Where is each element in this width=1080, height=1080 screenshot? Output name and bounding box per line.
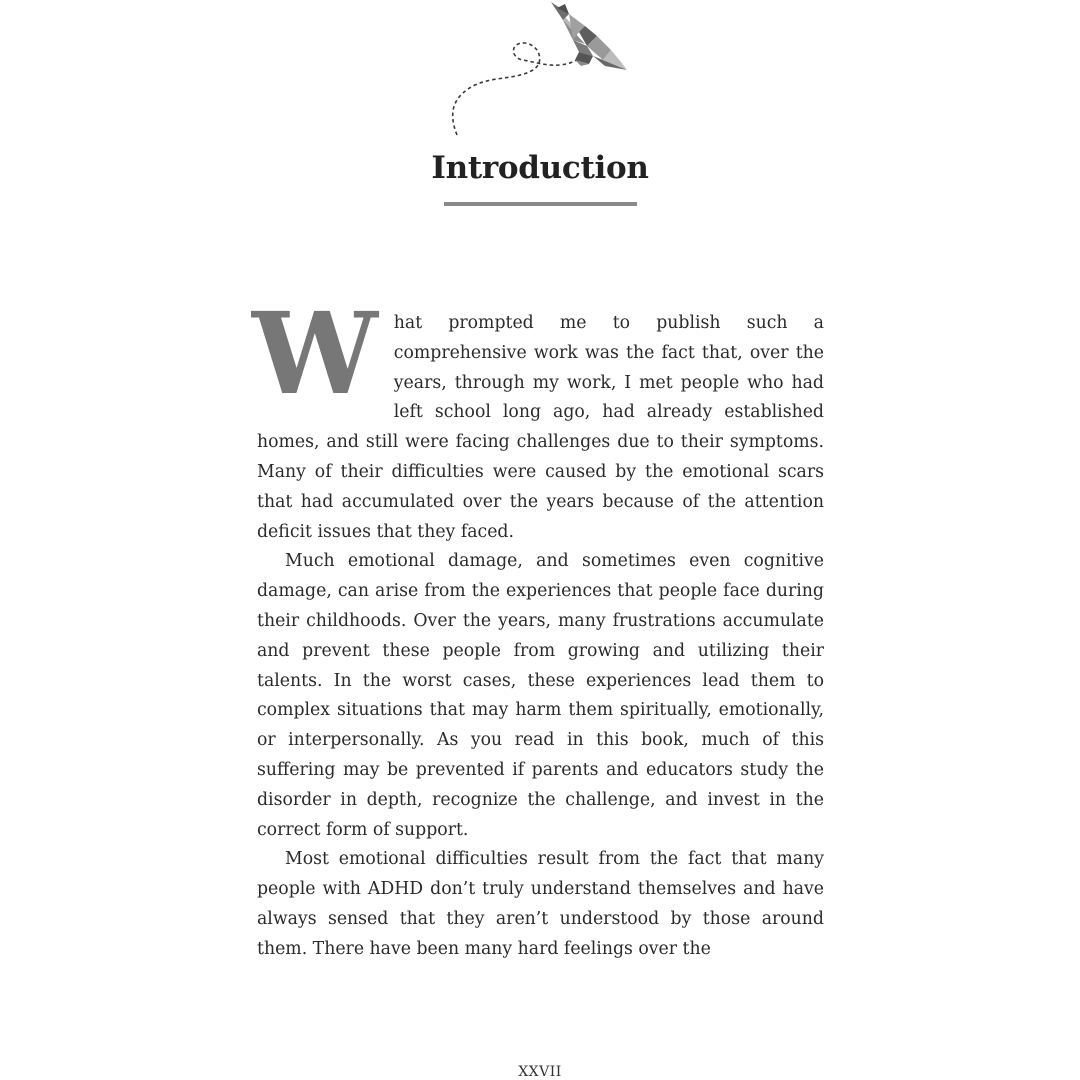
paragraph-3: Most emotional difficulties result from the fact that many people with ADHD don’t truly understand themselves and have always sensed that they aren’t understood by those around them. There have been many hard feelings over the [257, 849, 824, 959]
body-text [252, 289, 824, 965]
page-number: XXVII [518, 1064, 562, 1080]
drop-cap: W [252, 289, 378, 420]
title-underline [444, 202, 637, 206]
chapter-title: Introduction [431, 150, 649, 186]
paragraph-1-text: hat prompted me to publish such a comprehensive work was the fact that, over the years, through my work, I met people who had left school long ago, had already established homes, and still were facing challenges due to their symptoms. Many of their difficulties were caused by the emotional scars that had accumulated over the years because of the attention deficit issues that they faced. [257, 313, 824, 542]
paragraph-2: Much emotional damage, and sometimes even cognitive damage, can arise from the experiences that people face during their childhoods. Over the years, many frustrations accumulate and prevent these people from growing and utilizing their talents. In the worst cases, these experiences lead them to complex situations that may harm them spiritually, emotionally, or interpersonally. As you read in this book, much of this suffering may be prevented if parents and educators study the disorder in depth, recognize the challenge, and invest in the correct form of support. [257, 551, 824, 840]
origami-bird-icon [445, 0, 635, 145]
paragraph-1 [252, 289, 824, 547]
